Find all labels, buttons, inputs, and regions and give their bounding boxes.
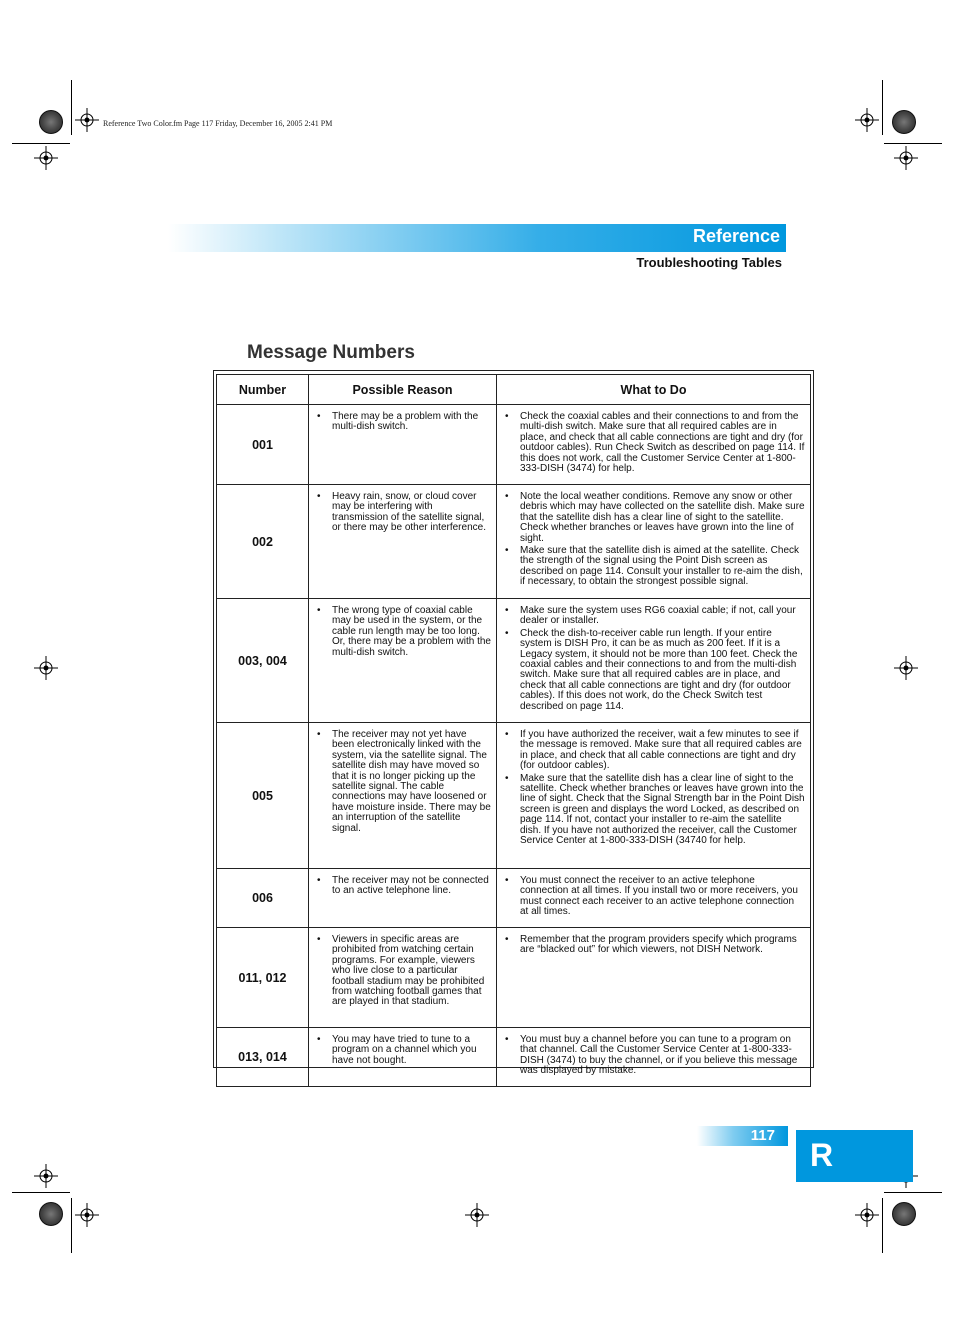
dial-mark-top-left bbox=[39, 110, 63, 134]
section-tab bbox=[796, 1130, 913, 1182]
action-cell bbox=[497, 1028, 811, 1087]
reason-item: • Viewers in specific areas are prohibited from watching certain programs. For example, viewers who live close to a particular football stadium may be prohibited from watching football games that are played in that stadium. bbox=[324, 935, 491, 1008]
action-cell bbox=[497, 485, 811, 599]
registration-mark-icon bbox=[465, 1203, 489, 1227]
page-title: Message Numbers bbox=[247, 342, 415, 363]
action-item: • If you have authorized the receiver, wait a few minutes to see if the message is removed. Make sure that all required cables are in place, and check that all cable connections are tight and dry (for outdoor cables). bbox=[512, 730, 805, 772]
action-item: • Make sure that the satellite dish is aimed at the satellite. Check the strength of the signal using the Point Dish screen as described on page 114. Consult your installer to re-aim the dish, if necessary, to obtain the strongest possible signal. bbox=[512, 546, 805, 588]
action-cell bbox=[497, 869, 811, 928]
message-number: 002 bbox=[217, 485, 309, 599]
table-row bbox=[217, 485, 811, 599]
reason-cell bbox=[309, 405, 497, 485]
section-banner bbox=[168, 224, 786, 252]
table-row bbox=[217, 405, 811, 485]
subsection-title: Troubleshooting Tables bbox=[636, 255, 782, 270]
message-number: 013, 014 bbox=[217, 1028, 309, 1087]
section-title: Reference bbox=[692, 226, 780, 246]
reason-cell bbox=[309, 869, 497, 928]
registration-mark-icon bbox=[855, 1203, 879, 1227]
table-row bbox=[217, 599, 811, 723]
reason-item: • Heavy rain, snow, or cloud cover may be interfering with transmission of the satellite signal, or there may be other interference. bbox=[324, 492, 491, 534]
dial-mark-bottom-left bbox=[39, 1202, 63, 1226]
action-cell bbox=[497, 599, 811, 723]
reason-item: • There may be a problem with the multi-dish switch. bbox=[324, 412, 491, 433]
registration-mark-icon bbox=[34, 656, 58, 680]
table-row bbox=[217, 723, 811, 869]
file-info: Reference Two Color.fm Page 117 Friday, December 16, 2005 2:41 PM bbox=[103, 119, 333, 128]
registration-mark-icon bbox=[75, 108, 99, 132]
column-header: What to Do bbox=[497, 375, 811, 405]
action-item: • Make sure the system uses RG6 coaxial cable; if not, call your dealer or installer. bbox=[512, 606, 805, 627]
reason-cell bbox=[309, 928, 497, 1028]
page-number: 117 bbox=[750, 1127, 775, 1144]
action-item: • Check the coaxial cables and their connections to and from the multi-dish switch. Make sure that all required cables are in place, and check that all cable connections are tight and dry (for outdoor cables). Run Check Switch as described on page 114. If this does not work, call the Customer Service Center at 1-800-333-DISH (3474) for help. bbox=[512, 412, 805, 474]
reason-item: • You may have tried to tune to a program on a channel which you have not bought. bbox=[324, 1035, 491, 1066]
column-header: Possible Reason bbox=[309, 375, 497, 405]
table-header-row bbox=[217, 375, 811, 405]
reason-cell bbox=[309, 599, 497, 723]
reason-item: • The receiver may not be connected to an active telephone line. bbox=[324, 876, 491, 897]
action-item: • Check the dish-to-receiver cable run length. If your entire system is DISH Pro, it can be as much as 200 feet. If it is a Legacy system, it should not be more than 100 feet. Check the coaxial cables and their connections to and from the multi-dish switch. Make sure that all required cables are in place, and check that all cable connections are tight and dry (for outdoor cables). If this does not work, do the Check Switch test described on page 114. bbox=[512, 629, 805, 712]
registration-mark-icon bbox=[855, 108, 879, 132]
message-table bbox=[216, 374, 811, 1087]
registration-mark-icon bbox=[894, 146, 918, 170]
section-tab-letter: R bbox=[810, 1137, 834, 1173]
message-number: 005 bbox=[217, 723, 309, 869]
registration-mark-icon bbox=[34, 1164, 58, 1188]
message-number: 001 bbox=[217, 405, 309, 485]
action-item: • Remember that the program providers specify which programs are “blacked out” for which viewers, not DISH Network. bbox=[512, 935, 805, 956]
reason-cell bbox=[309, 485, 497, 599]
action-item: • You must buy a channel before you can tune to a program on that channel. Call the Customer Service Center at 1-800-333-DISH (3474) to buy the channel, or if you believe this message was displayed by mistake. bbox=[512, 1035, 805, 1077]
message-number: 011, 012 bbox=[217, 928, 309, 1028]
action-cell bbox=[497, 723, 811, 869]
dial-mark-bottom-right bbox=[892, 1202, 916, 1226]
registration-mark-icon bbox=[34, 146, 58, 170]
action-cell bbox=[497, 405, 811, 485]
registration-mark-icon bbox=[894, 656, 918, 680]
action-item: • You must connect the receiver to an active telephone connection at all times. If you install two or more receivers, you must connect each receiver to an active telephone connection at all times. bbox=[512, 876, 805, 918]
column-header: Number bbox=[217, 375, 309, 405]
action-item: • Make sure that the satellite dish has a clear line of sight to the satellite. Check whether branches or leaves have grown into the line of sight. Check that the Signal Strength bar in the Point Dish screen is green and displays the word Locked, as described on page 114. If not, contact your installer to re-aim the satellite dish. If you have not authorized the receiver, call the Customer Service Center at 1-800-333-DISH (34740 for help. bbox=[512, 774, 805, 847]
action-cell bbox=[497, 928, 811, 1028]
registration-mark-icon bbox=[75, 1203, 99, 1227]
dial-mark-top-right bbox=[892, 110, 916, 134]
reason-item: • The wrong type of coaxial cable may be used in the system, or the cable run length may be too long. Or, there may be a problem with the multi-dish switch. bbox=[324, 606, 491, 658]
table-row bbox=[217, 869, 811, 928]
table-row bbox=[217, 928, 811, 1028]
table-row bbox=[217, 1028, 811, 1087]
message-number: 003, 004 bbox=[217, 599, 309, 723]
reason-item: • The receiver may not yet have been electronically linked with the system, via the satellite signal. The satellite dish may have moved so that it is no longer picking up the satellite signal. The cable connections may have loosened or have moisture inside. There may be an interruption of the satellite signal. bbox=[324, 730, 491, 834]
page-number-box bbox=[697, 1126, 788, 1146]
reason-cell bbox=[309, 1028, 497, 1087]
reason-cell bbox=[309, 723, 497, 869]
message-number: 006 bbox=[217, 869, 309, 928]
action-item: • Note the local weather conditions. Remove any snow or other debris which may have collected on the satellite dish. Make sure that the satellite dish has a clear line of sight to the satellite. Check whether branches or leaves have grown into the line of sight. bbox=[512, 492, 805, 544]
